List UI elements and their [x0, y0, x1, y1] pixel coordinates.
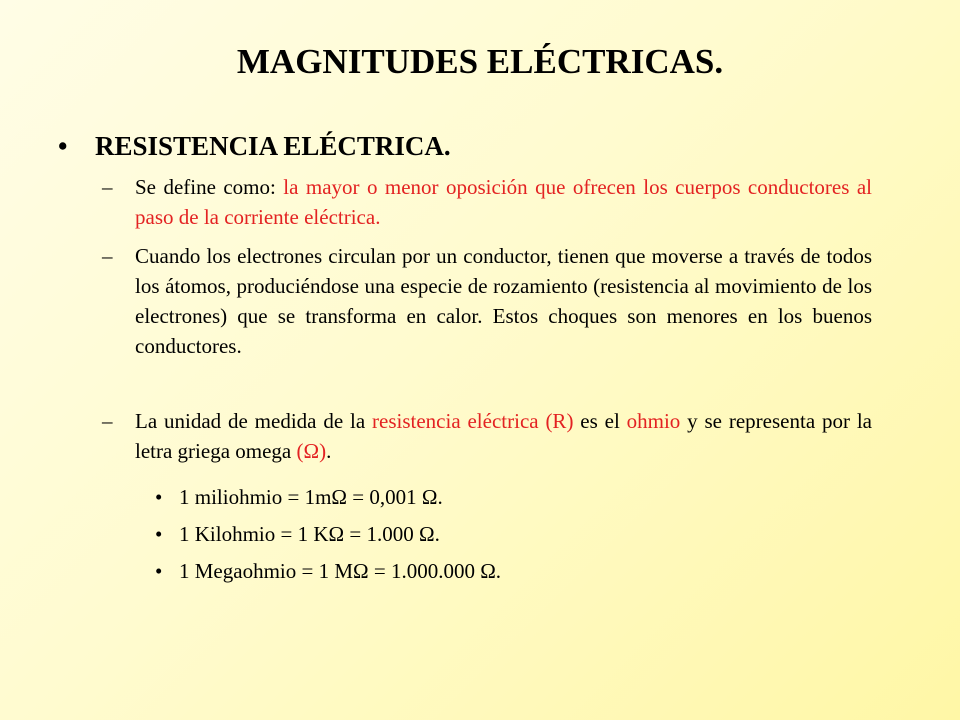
unit-text-part-3: y se representa por la letra griega omega — [135, 409, 872, 463]
unit-text-part-4: . — [326, 439, 332, 463]
unit-item — [102, 406, 872, 466]
resistance-highlight: resistencia eléctrica (R) — [372, 409, 574, 433]
dash-icon: – — [102, 175, 113, 199]
conversion-text: 1 miliohmio = 1mΩ = 0,001 Ω. — [179, 485, 443, 509]
conversion-text: 1 Kilohmio = 1 KΩ = 1.000 Ω. — [179, 522, 440, 546]
bullet-icon: • — [155, 559, 163, 583]
unit-text — [135, 406, 872, 466]
bullet-icon: • — [155, 485, 163, 509]
dash-icon: – — [102, 244, 113, 268]
electrons-item — [102, 241, 872, 361]
unit-text-part-1: La unidad de medida de la — [135, 409, 373, 433]
conversion-text: 1 Megaohmio = 1 MΩ = 1.000.000 Ω. — [179, 559, 502, 583]
bullet-icon: • — [58, 131, 68, 161]
section-heading-text: RESISTENCIA ELÉCTRICA. — [95, 131, 451, 161]
electrons-text: Cuando los electrones circulan por un conductor, tienen que moverse a través de todos los átomos, produciéndose una especie de rozamiento (resistencia al movimiento de los electrones) que se transforma en calor. Estos choques son menores en los buenos conductores. — [135, 244, 872, 358]
definition-label: Se define como: — [135, 175, 284, 199]
definition-text — [135, 172, 872, 232]
unit-text-part-2: es el — [573, 409, 627, 433]
ohm-highlight: ohmio — [626, 409, 681, 433]
definition-item — [102, 172, 872, 232]
bullet-icon: • — [155, 522, 163, 546]
dash-icon: – — [102, 409, 113, 433]
definition-highlight: la mayor o menor oposición que ofrecen los cuerpos conductores al paso de la corriente eléctrica. — [135, 175, 872, 229]
slide-title: MAGNITUDES ELÉCTRICAS. — [236, 42, 724, 81]
omega-highlight: (Ω) — [296, 439, 327, 463]
